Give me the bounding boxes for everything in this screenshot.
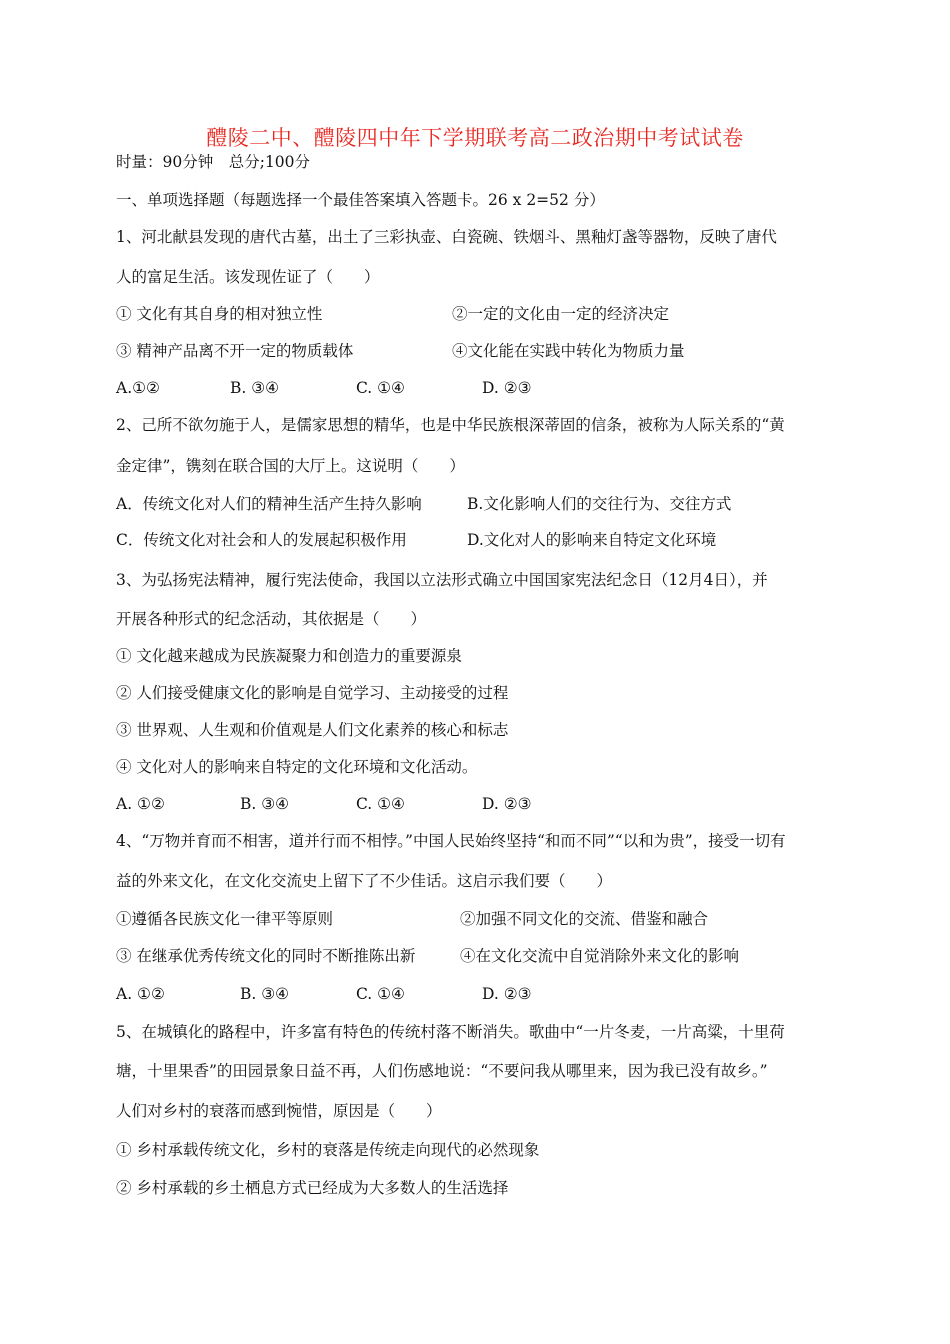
choice-a: A. ①② [116,795,165,813]
exam-title: 醴陵二中、醴陵四中年下学期联考高二政治期中考试试卷 [206,126,744,150]
question-stem: 5、在城镇化的路程中，许多富有特色的传统村落不断消失。歌曲中“一片冬麦，一片高粱，十里荷 [116,1023,785,1041]
question-stem: 金定律”，镌刻在联合国的大厅上。这说明（ ） [116,457,465,475]
choice-d: D.文化对人的影响来自特定文化环境 [467,531,717,549]
choice-c: C. ①④ [356,985,405,1003]
question-stem: 人们对乡村的衰落而感到惋惜，原因是（ ） [116,1102,442,1120]
choice-b: B. ③④ [230,379,280,397]
question-stem: 人的富足生活。该发现佐证了（ ） [116,268,380,286]
question-stem: 益的外来文化，在文化交流史上留下了不少佳话。这启示我们要（ ） [116,872,613,890]
question-stem: 2、己所不欲勿施于人，是儒家思想的精华，也是中华民族根深蒂固的信条，被称为人际关系的“黄 [116,416,785,434]
statement-4: ④在文化交流中自觉消除外来文化的影响 [460,947,740,965]
choice-d: D. ②③ [482,985,532,1003]
statement-1: ①遵循各民族文化一律平等原则 [116,910,334,928]
statement-4: ④ 文化对人的影响来自特定的文化环境和文化活动。 [116,758,478,776]
choice-c: C. ①④ [356,379,405,397]
choice-b: B.文化影响人们的交往行为、交往方式 [467,495,732,513]
choice-c: C．传统文化对社会和人的发展起积极作用 [116,531,407,549]
question-stem: 1、河北献县发现的唐代古墓，出土了三彩执壶、白瓷碗、铁烟斗、黑釉灯盏等器物，反映了唐代 [116,228,777,246]
statement-1: ① 文化有其自身的相对独立性 [116,305,323,323]
choice-b: B. ③④ [240,795,290,813]
statement-3: ③ 在继承优秀传统文化的同时不断推陈出新 [116,947,416,965]
statement-3: ③ 精神产品离不开一定的物质载体 [116,342,354,360]
statement-2: ② 人们接受健康文化的影响是自觉学习、主动接受的过程 [116,684,509,702]
statement-3: ③ 世界观、人生观和价值观是人们文化素养的核心和标志 [116,721,509,739]
statement-1: ① 乡村承载传统文化，乡村的衰落是传统走向现代的必然现象 [116,1141,540,1159]
statement-2: ②加强不同文化的交流、借鉴和融合 [460,910,709,928]
question-stem: 塘，十里果香”的田园景象日益不再，人们伤感地说：“不要问我从哪里来，因为我已没有故乡。” [116,1062,768,1080]
question-stem: 开展各种形式的纪念活动，其依据是（ ） [116,610,427,628]
choice-a: A.①② [116,379,160,397]
statement-1: ① 文化越来越成为民族凝聚力和创造力的重要源泉 [116,647,462,665]
question-stem: 4、“万物并育而不相害，道并行而不相悖。”中国人民始终坚持“和而不同”“以和为贵”，接受一切有 [116,832,786,850]
choice-a: A. ①② [116,985,165,1003]
exam-meta: 时量：90分钟 总分;100分 [116,153,311,171]
choice-d: D. ②③ [482,379,532,397]
choice-b: B. ③④ [240,985,290,1003]
question-stem: 3、为弘扬宪法精神，履行宪法使命，我国以立法形式确立中国国家宪法纪念日（12月4日），并 [116,571,768,589]
section-heading: 一、单项选择题（每题选择一个最佳答案填入答题卡。26 x 2=52 分） [116,191,605,209]
choice-c: C. ①④ [356,795,405,813]
choice-d: D. ②③ [482,795,532,813]
statement-2: ② 乡村承载的乡土栖息方式已经成为大多数人的生活选择 [116,1179,509,1197]
statement-4: ④文化能在实践中转化为物质力量 [452,342,685,360]
choice-a: A．传统文化对人们的精神生活产生持久影响 [116,495,422,513]
statement-2: ②一定的文化由一定的经济决定 [452,305,670,323]
